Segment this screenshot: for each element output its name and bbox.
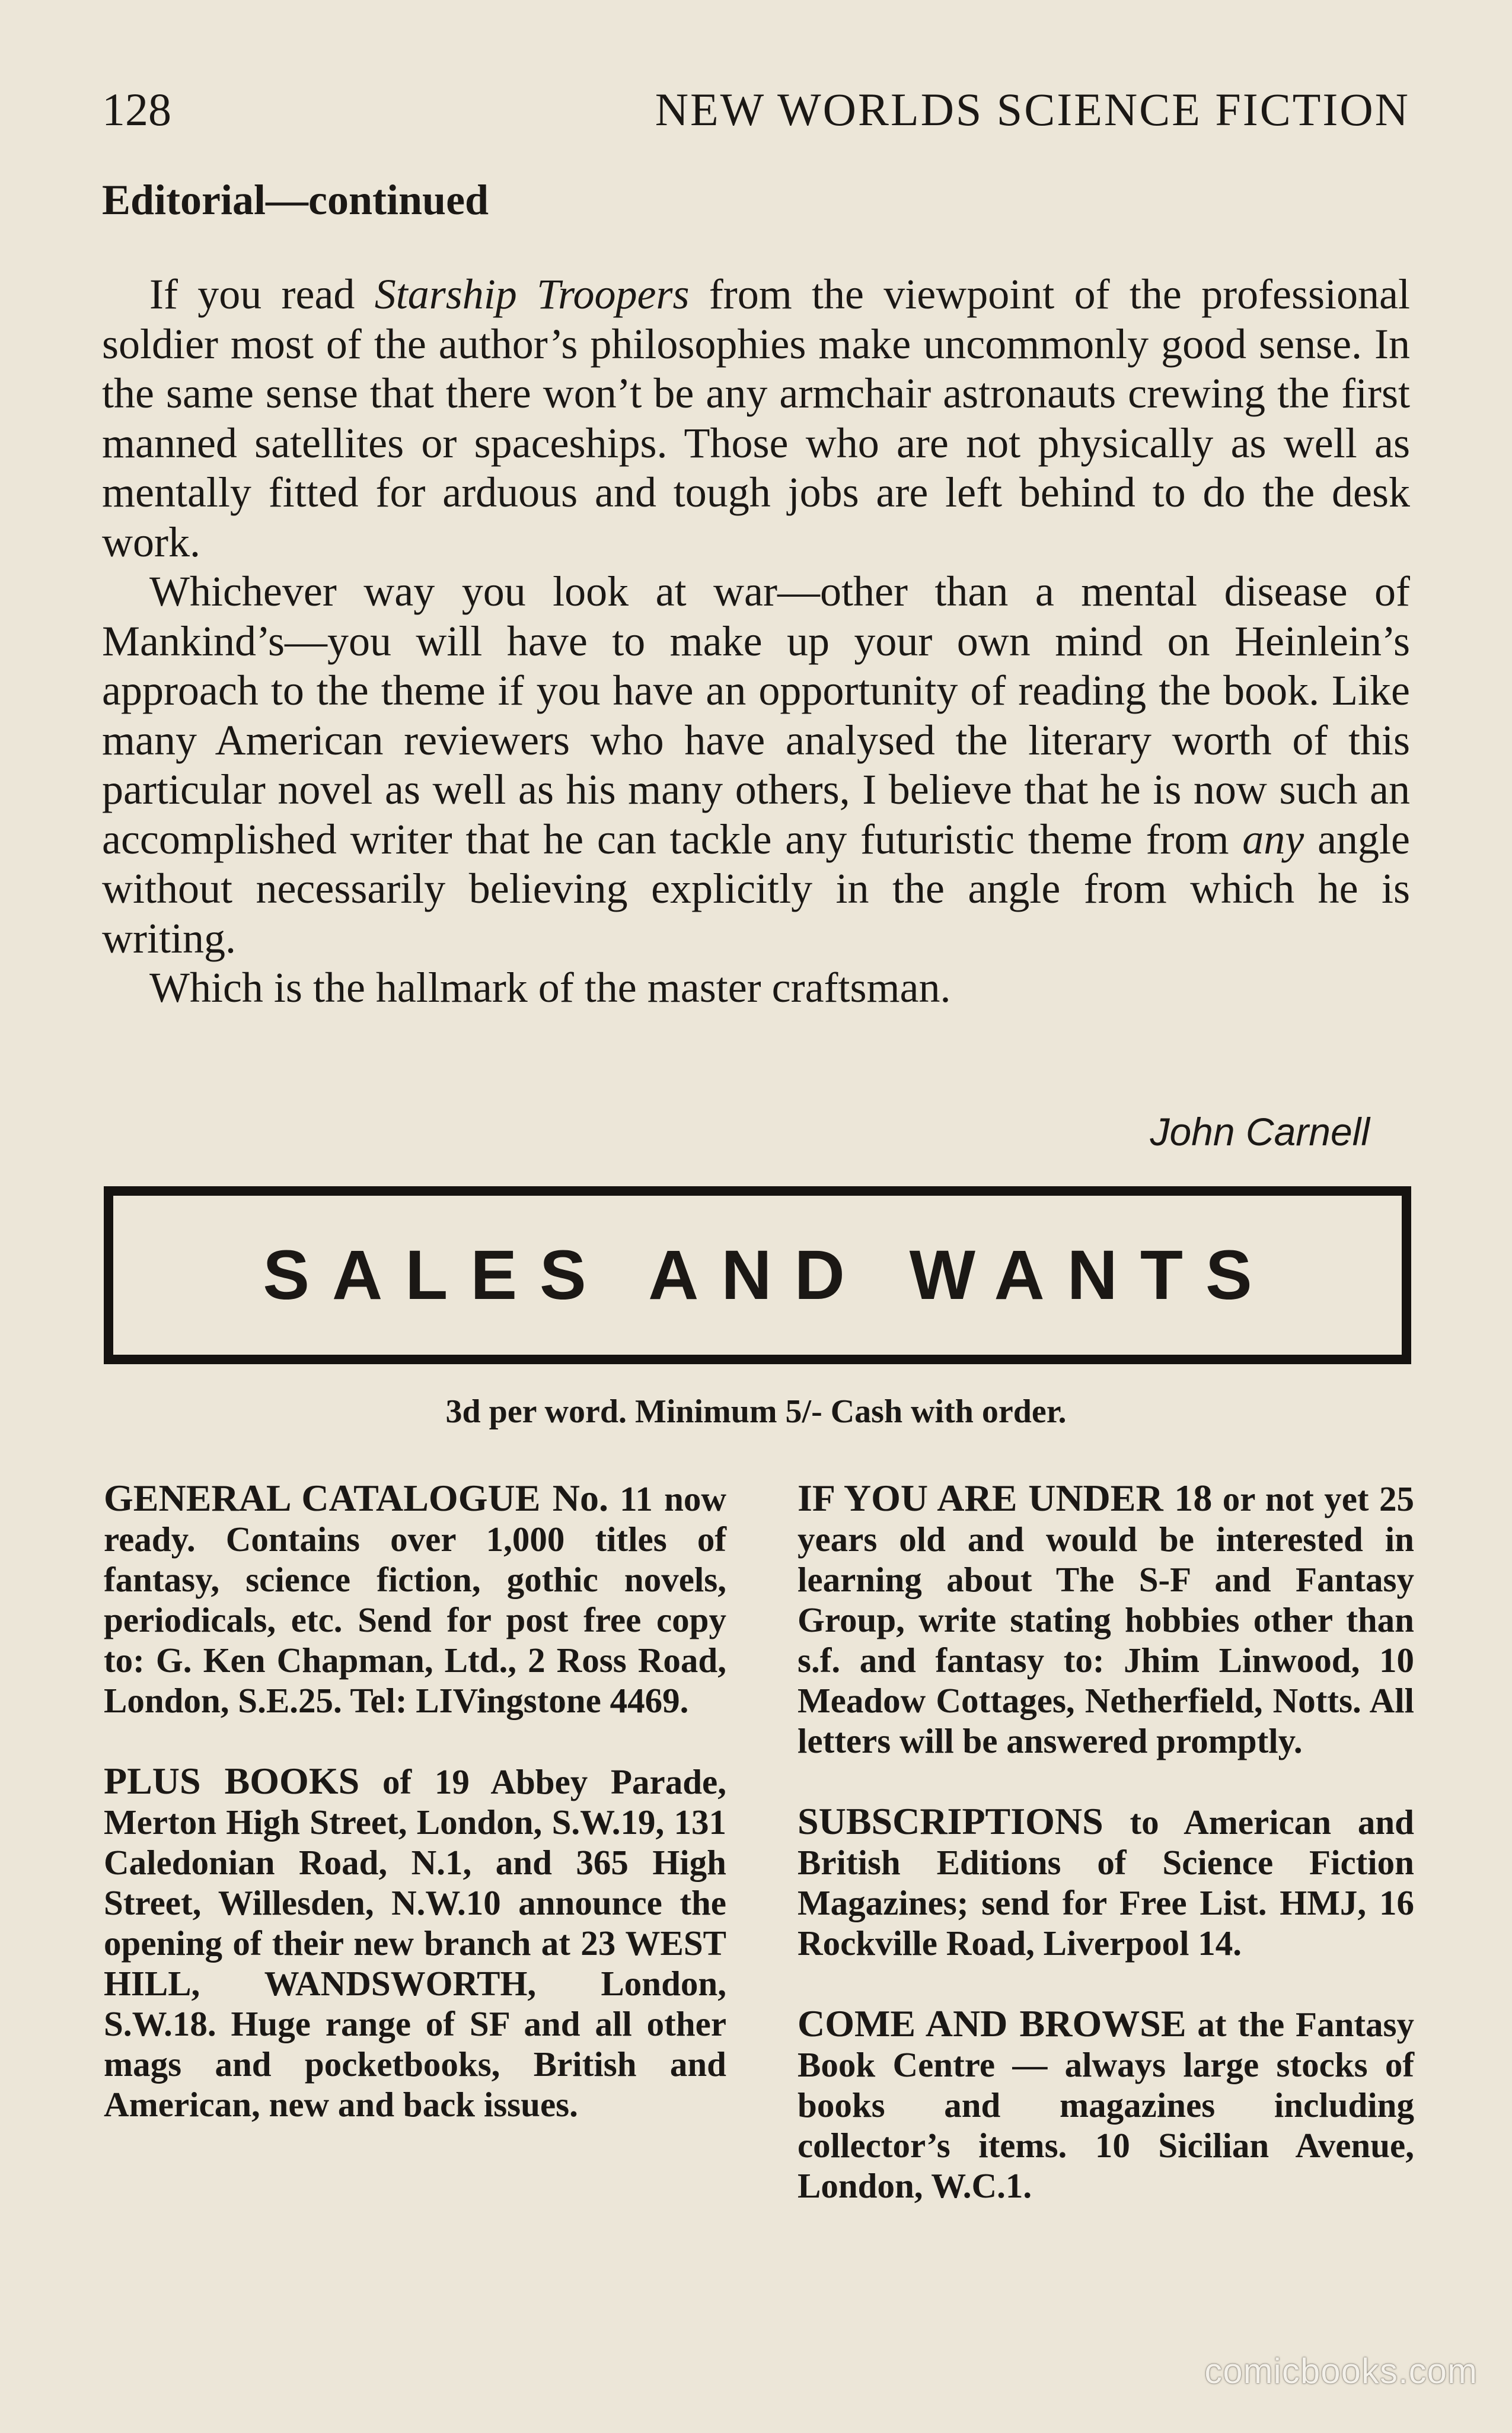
section-label: Editorial—continued (102, 176, 489, 224)
classified-column-left (104, 1478, 726, 2165)
sales-and-wants-banner (104, 1186, 1411, 1364)
classified-ad (798, 1478, 1414, 1761)
ad-body: to American and British Editions of Science Fiction Magazines; send for Free List. HMJ, 16 Rockville Road, Liverpool 14. (798, 1803, 1414, 1963)
page-number: 128 (102, 84, 171, 135)
editorial-text: Whichever way you look at war—other than a mental disease of Mankind’s—you will have to make up your own mind on Heinlein’s approach to the theme if you have an opportunity of reading the book. Like many American reviewers who have analysed the literary worth of this particular novel as well as his many others, I believe that he is now such an accomplished writer that he can tackle any futuristic theme from (102, 568, 1410, 863)
classified-ad (798, 2004, 1414, 2206)
ad-body: at the Fantasy Book Centre — always large stocks of books and magazines including collector’s items. 10 Sicilian Avenue, London, W.C.1. (798, 2005, 1414, 2205)
ad-lead: GENERAL CATALOGUE No. (104, 1477, 609, 1519)
sales-title: SALES AND WANTS (263, 1236, 1275, 1314)
editorial-paragraph (102, 963, 1410, 1013)
classified-column-right (798, 1478, 1414, 2246)
classified-ad (104, 1761, 726, 2125)
author-signature: John Carnell (1150, 1110, 1370, 1154)
ad-body: or not yet 25 years old and would be interested in learning about The S-F and Fantasy Group, write stating hobbies other than s.f. and fantasy to: Jhim Linwood, 10 Meadow Cottages, Netherfield, Notts. All letters will be answered promptly. (798, 1479, 1415, 1760)
ad-body: 11 now ready. Contains over 1,000 titles of fantasy, science fiction, gothic novels, periodicals, etc. Send for post free copy to: G. Ken Chapman, Ltd., 2 Ross Road, London, S.E.25. Tel: LIVingstone 4469. (104, 1479, 727, 1720)
ad-lead: PLUS BOOKS (104, 1760, 360, 1802)
running-title: NEW WORLDS SCIENCE FICTION (655, 84, 1410, 135)
editorial-paragraph (102, 270, 1410, 567)
editorial-paragraph (102, 567, 1410, 963)
ad-body: of 19 Abbey Parade, Merton High Street, London, S.W.19, 131 Caledonian Road, N.1, and 365 High Street, Willesden, N.W.10 announce the opening of their new branch at 23 WEST HILL, WANDSWORTH, London, S.W.18. Huge range of SF and all other mags and pocketbooks, British and American, new and back issues. (104, 1762, 726, 2124)
editorial-text: Which is the hallmark of the master craftsman. (149, 964, 951, 1011)
ad-lead: SUBSCRIPTIONS (798, 1800, 1103, 1842)
ad-lead: COME AND BROWSE (798, 2002, 1186, 2045)
book-title: Starship Troopers (374, 270, 690, 318)
classified-ad (798, 1801, 1414, 1963)
page-header (102, 83, 1410, 142)
editorial-body (102, 270, 1410, 1013)
emphasis-text: any (1242, 815, 1304, 863)
site-watermark: comicbooks.com (1204, 2351, 1478, 2391)
editorial-text: from the viewpoint of the professional soldier most of the author’s philosophies make uncommonly good sense. In the same sense that there won’t be any armchair astronauts crewing the first manned satellites or spaceships. Those who are not physically as well as mentally fitted for arduous and tough jobs are left behind to do the desk work. (102, 270, 1411, 566)
editorial-text: If you read (149, 270, 375, 318)
ad-lead: IF YOU ARE UNDER 18 (798, 1477, 1213, 1519)
rate-line: 3d per word. Minimum 5/- Cash with order. (445, 1393, 1067, 1430)
classified-ad (104, 1478, 726, 1721)
editorial-text: angle without necessarily believing explicitly in the angle from which he is writing. (102, 815, 1410, 962)
